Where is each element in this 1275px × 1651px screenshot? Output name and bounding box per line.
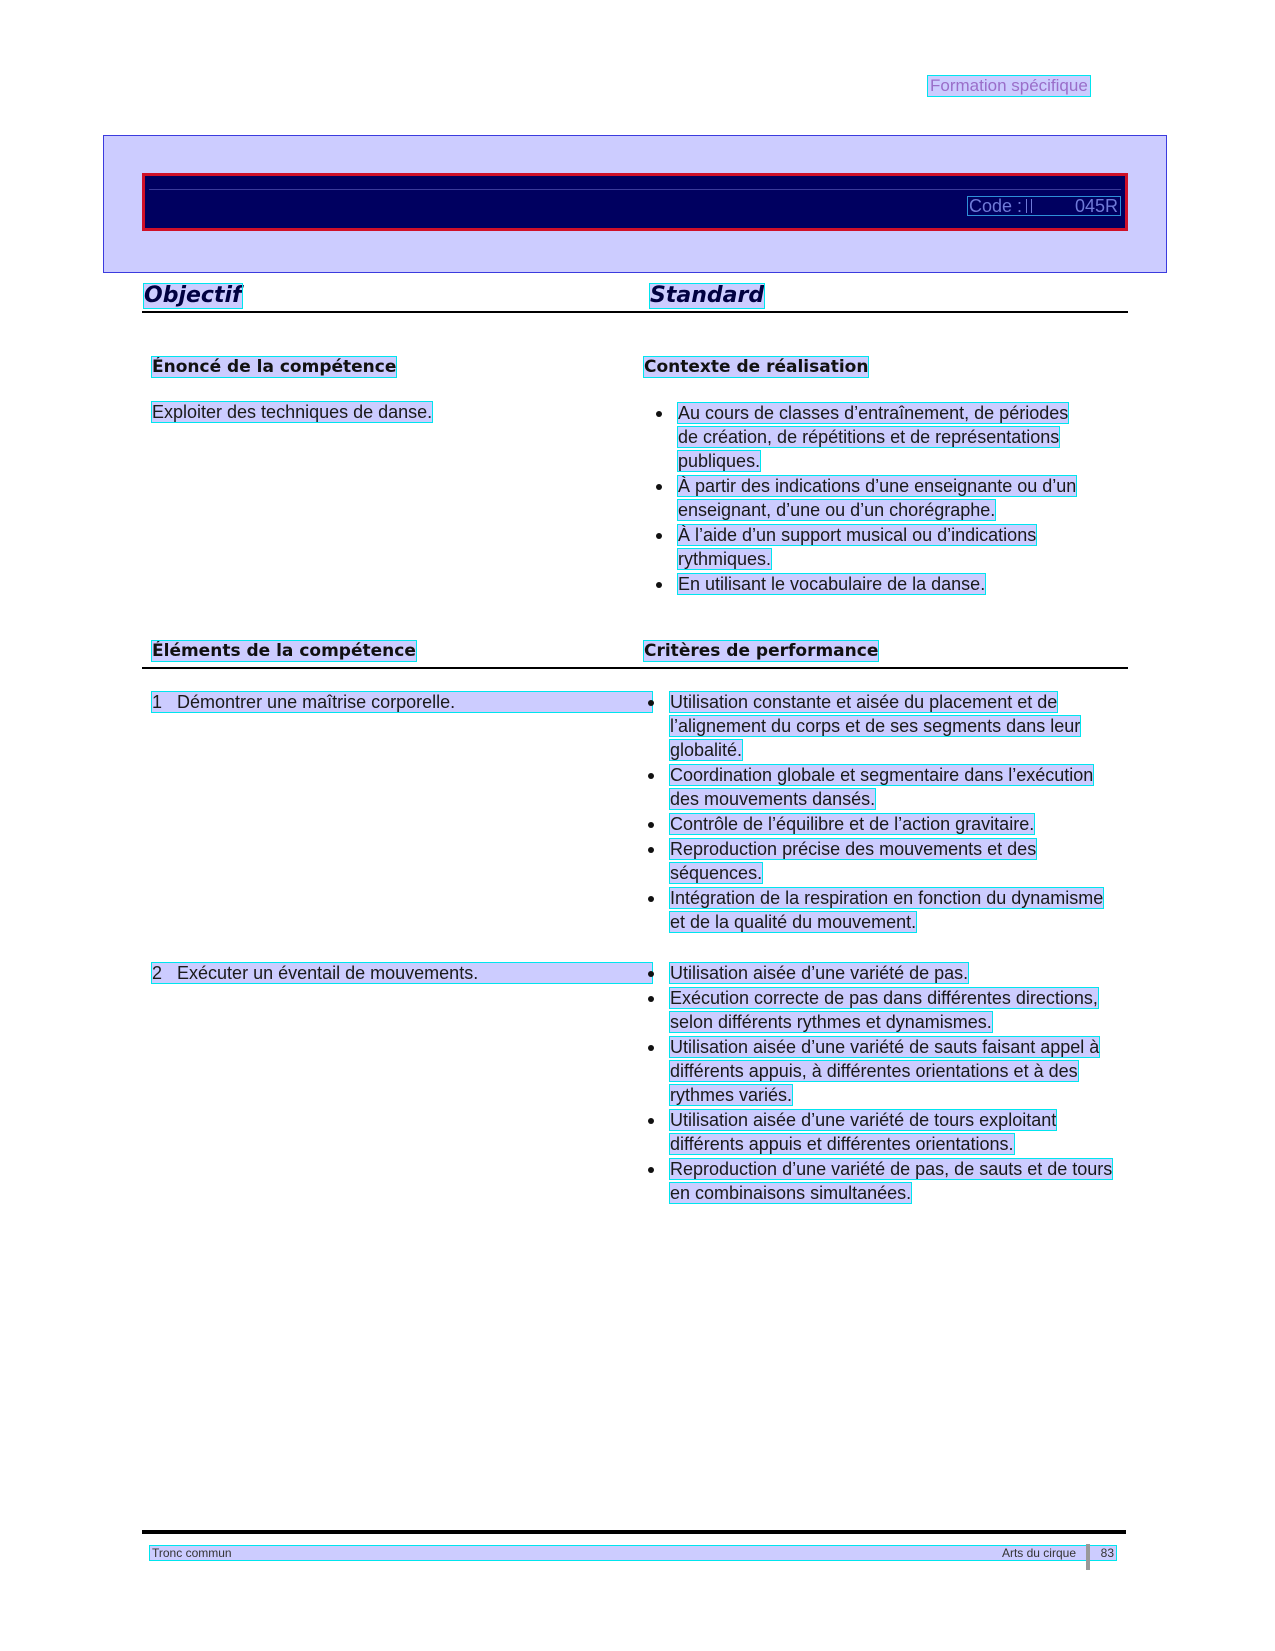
criteria-list-2 — [670, 961, 1115, 1206]
statement-heading: Énoncé de la compétence — [152, 357, 397, 377]
objective-rule — [142, 311, 1128, 313]
context-item: À partir des indications d’une enseignante ou d’un enseignant, d’une ou d’un chorégraphe. — [678, 474, 1088, 522]
bullet-icon — [648, 1118, 654, 1124]
footer-rule — [142, 1530, 1126, 1534]
header-panel — [103, 135, 1167, 273]
running-header: Formation spécifique — [930, 76, 1088, 95]
page-footer — [150, 1546, 1116, 1560]
bullet-icon — [648, 1167, 654, 1173]
footer-left: Tronc commun — [152, 1546, 232, 1560]
bullet-icon — [648, 971, 654, 977]
bullet-icon — [648, 1045, 654, 1051]
bullet-icon — [648, 847, 654, 853]
elements-heading: Éléments de la compétence — [152, 641, 416, 661]
element-text: Démontrer une maîtrise corporelle. — [177, 692, 456, 712]
criterion-item: Utilisation aisée d’une variété de pas. — [670, 961, 1115, 985]
criterion-item: Coordination globale et segmentaire dans l’exécution des mouvements dansés. — [670, 763, 1115, 811]
criteria-heading: Critères de performance — [644, 641, 879, 661]
page-number: 83 — [1100, 1546, 1114, 1560]
context-item: À l’aide d’un support musical ou d’indications rythmiques. — [678, 523, 1088, 571]
objective-row — [142, 284, 1128, 308]
code-label: Code : — [969, 196, 1023, 216]
criterion-item: Utilisation constante et aisée du placement et de l’alignement du corps et de ses segments dans leur globalité. — [670, 690, 1115, 762]
criterion-item: Utilisation aisée d’une variété de tours exploitant différents appuis et différentes orientations. — [670, 1108, 1115, 1156]
element-number: 2 — [152, 963, 163, 983]
code-value: 045R — [1074, 196, 1118, 216]
element-1 — [152, 692, 652, 712]
element-text: Exécuter un éventail de mouvements. — [177, 963, 479, 983]
code-separator — [1026, 199, 1032, 213]
bullet-icon — [648, 996, 654, 1002]
standard-heading: Standard — [650, 283, 765, 308]
bullet-icon — [648, 773, 654, 779]
title-bar-rule — [149, 189, 1121, 190]
criterion-item: Utilisation aisée d’une variété de sauts faisant appel à différents appuis, à différentes orientations et à des rythmes variés. — [670, 1035, 1115, 1107]
bullet-icon — [656, 533, 662, 539]
objective-heading: Objectif — [144, 283, 242, 308]
criterion-item: Exécution correcte de pas dans différentes directions, selon différents rythmes et dynamismes. — [670, 986, 1115, 1034]
bullet-icon — [648, 700, 654, 706]
bullet-icon — [656, 484, 662, 490]
competence-statement: Exploiter des techniques de danse. — [152, 402, 433, 422]
criterion-item: Contrôle de l’équilibre et de l’action gravitaire. — [670, 812, 1115, 836]
elements-rule — [142, 667, 1128, 669]
context-heading: Contexte de réalisation — [644, 357, 869, 377]
criterion-item: Intégration de la respiration en fonction du dynamisme et de la qualité du mouvement. — [670, 886, 1115, 934]
criterion-item: Reproduction précise des mouvements et des séquences. — [670, 837, 1115, 885]
element-number: 1 — [152, 692, 163, 712]
context-item: En utilisant le vocabulaire de la danse. — [678, 572, 1088, 596]
bullet-icon — [648, 896, 654, 902]
footer-separator — [1086, 1544, 1090, 1570]
criterion-item: Reproduction d’une variété de pas, de sauts et de tours en combinaisons simultanées. — [670, 1157, 1115, 1205]
section2-headings — [142, 641, 1128, 661]
footer-right: Arts du cirque — [1001, 1546, 1076, 1560]
context-item: Au cours de classes d’entraînement, de périodes de création, de répétitions et de représentations publiques. — [678, 401, 1088, 473]
bullet-icon — [648, 822, 654, 828]
context-list — [678, 401, 1088, 597]
title-bar — [142, 173, 1128, 231]
code-box — [967, 196, 1121, 216]
bullet-icon — [656, 582, 662, 588]
criteria-list-1 — [670, 690, 1115, 935]
bullet-icon — [656, 411, 662, 417]
element-2 — [152, 963, 652, 983]
section1-headings — [142, 357, 1128, 377]
